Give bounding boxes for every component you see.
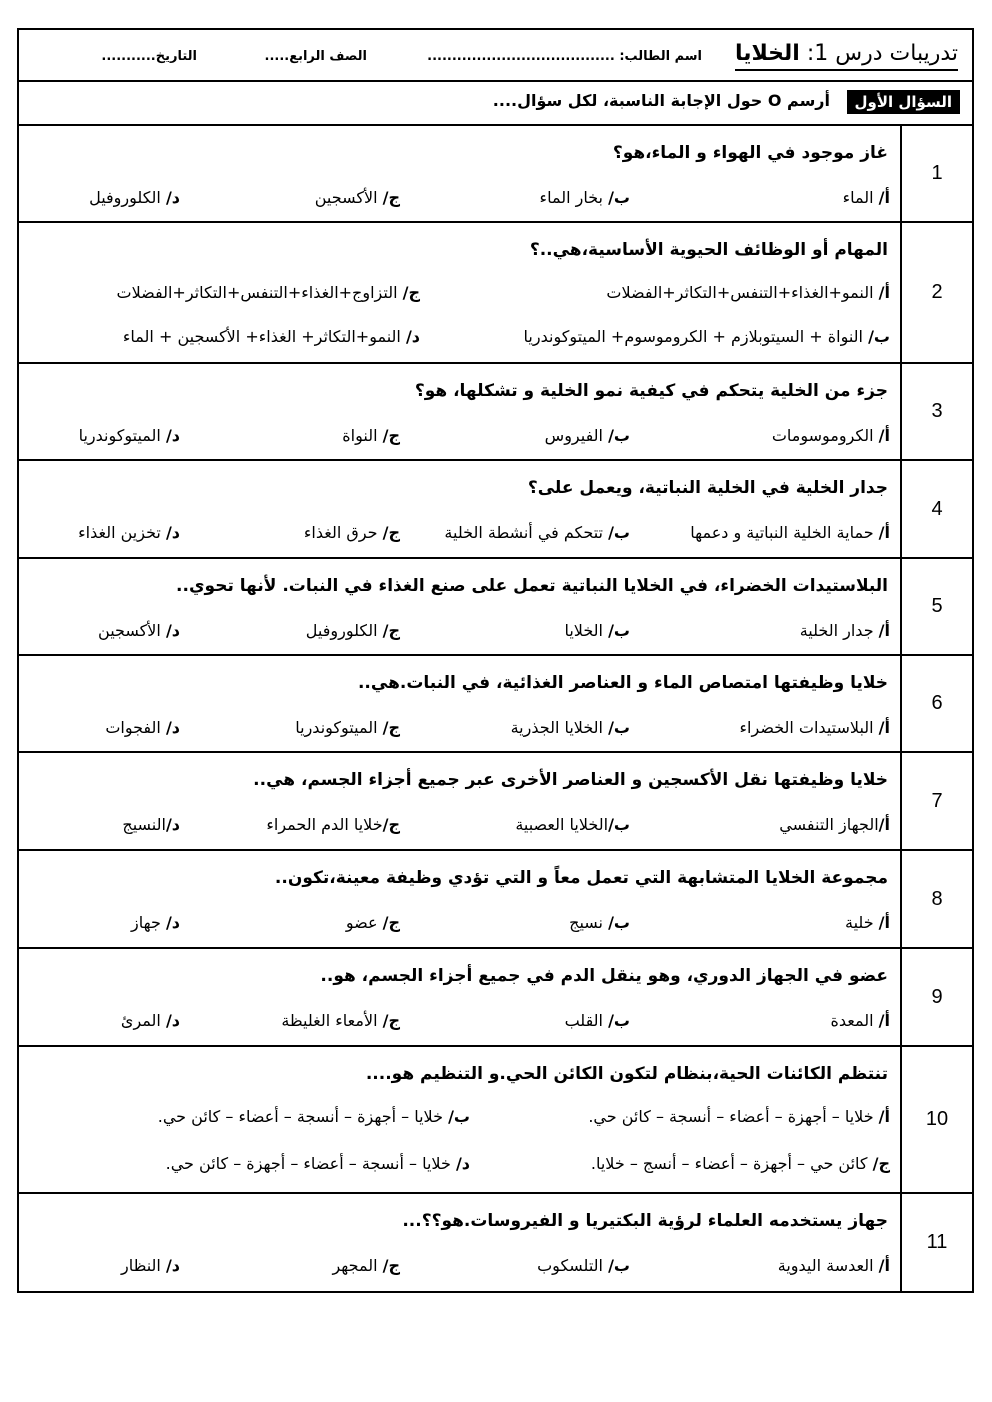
answer-option[interactable] bbox=[266, 815, 400, 834]
option-letter: أ/ bbox=[878, 718, 890, 737]
question-text: خلايا وظيفتها نقل الأكسجين و العناصر الأخرى عبر جميع أجزاء الجسم، هي.. bbox=[253, 770, 888, 790]
option-text: البلاستيدات الخضراء bbox=[739, 718, 879, 737]
option-text: النواة bbox=[342, 426, 383, 445]
answer-option[interactable] bbox=[444, 523, 630, 542]
answer-option[interactable] bbox=[524, 327, 890, 346]
option-text: النمو+التكاثر+ الغذاء+ الأكسجين + الماء bbox=[122, 327, 406, 346]
question-row bbox=[19, 1047, 972, 1194]
grade-field: الصف الرابع..... bbox=[264, 49, 367, 64]
question-number: 7 bbox=[900, 753, 972, 849]
option-text: حماية الخلية النباتية و دعمها bbox=[690, 523, 879, 542]
option-text: كائن حي – أجهزة – أعضاء – أنسج – خلايا. bbox=[590, 1154, 873, 1173]
option-text: جهاز bbox=[130, 913, 166, 932]
option-letter: ب/ bbox=[608, 913, 630, 932]
option-text: الماء bbox=[842, 188, 879, 207]
option-text: الميتوكوندريا bbox=[295, 718, 383, 737]
question-number: 8 bbox=[900, 851, 972, 947]
option-text: النمو+الغذاء+التنفس+التكاثر+الفضلات bbox=[606, 283, 879, 302]
option-letter: د/ bbox=[165, 913, 180, 932]
option-text: الفيروس bbox=[544, 426, 609, 445]
answer-option[interactable] bbox=[158, 1107, 470, 1126]
option-letter: ج/ bbox=[382, 815, 400, 834]
answer-option[interactable] bbox=[295, 718, 400, 737]
question-row bbox=[19, 1194, 972, 1291]
question-text: مجموعة الخلايا المتشابهة التي تعمل معاً و التي تؤدي وظيفة معينة،تكون.. bbox=[274, 868, 888, 888]
option-text: النظار bbox=[120, 1256, 166, 1275]
answer-option[interactable] bbox=[565, 1011, 630, 1030]
option-letter: د/ bbox=[165, 621, 180, 640]
option-letter: ب/ bbox=[608, 718, 630, 737]
question-body bbox=[19, 1194, 900, 1291]
question-body bbox=[19, 126, 900, 221]
answer-option[interactable] bbox=[121, 1011, 180, 1030]
answer-option[interactable] bbox=[690, 523, 890, 542]
question-body bbox=[19, 461, 900, 557]
option-text: خلايا – أنسجة – أعضاء – أجهزة – كائن حي. bbox=[165, 1154, 456, 1173]
section-badge: السؤال الأول bbox=[847, 90, 960, 114]
question-row bbox=[19, 126, 972, 223]
question-body bbox=[19, 1047, 900, 1192]
option-letter: أ/ bbox=[878, 1011, 890, 1030]
question-body bbox=[19, 949, 900, 1045]
title-prefix: تدريبات درس 1: bbox=[806, 41, 958, 66]
option-letter: د/ bbox=[405, 327, 420, 346]
option-text: الكلوروفيل bbox=[89, 188, 166, 207]
questions-table bbox=[19, 126, 972, 1291]
answer-option[interactable] bbox=[588, 1107, 890, 1126]
option-letter: د/ bbox=[455, 1154, 470, 1173]
option-letter: ج/ bbox=[872, 1154, 890, 1173]
option-text: حرق الغذاء bbox=[303, 523, 383, 542]
option-text: تخزين الغذاء bbox=[78, 523, 166, 542]
question-text: عضو في الجهاز الدوري، وهو ينقل الدم في جميع أجزاء الجسم، هو.. bbox=[320, 966, 888, 986]
option-text: الخلايا bbox=[564, 621, 609, 640]
answer-option[interactable] bbox=[515, 815, 630, 834]
answer-option[interactable] bbox=[606, 283, 890, 302]
option-letter: ج/ bbox=[382, 188, 400, 207]
answer-option[interactable] bbox=[306, 621, 400, 640]
student-name-field[interactable]: اسم الطالب: ...................................... bbox=[427, 49, 702, 64]
option-letter: د/ bbox=[165, 1256, 180, 1275]
answer-option[interactable] bbox=[540, 188, 630, 207]
option-letter: د/ bbox=[165, 426, 180, 445]
option-letter: ج/ bbox=[382, 1011, 400, 1030]
question-row bbox=[19, 656, 972, 753]
option-letter: ج/ bbox=[382, 523, 400, 542]
option-letter: ب/ bbox=[608, 815, 630, 834]
answer-option[interactable] bbox=[131, 913, 180, 932]
answer-option[interactable] bbox=[800, 621, 890, 640]
question-number: 11 bbox=[900, 1194, 972, 1291]
option-text: الكلوروفيل bbox=[305, 621, 383, 640]
option-text: الجهاز التنفسي bbox=[779, 815, 879, 834]
question-text: غاز موجود في الهواء و الماء،هو؟ bbox=[612, 143, 888, 163]
title-topic: الخلايا bbox=[734, 41, 800, 66]
option-text: خلايا – أجهزة – أعضاء – أنسجة – كائن حي. bbox=[588, 1107, 879, 1126]
option-letter: أ/ bbox=[878, 1107, 890, 1126]
option-text: الميتوكوندريا bbox=[78, 426, 166, 445]
answer-option[interactable] bbox=[772, 426, 890, 445]
option-letter: ب/ bbox=[608, 426, 630, 445]
answer-option[interactable] bbox=[342, 426, 400, 445]
answer-option[interactable] bbox=[117, 283, 420, 302]
question-row bbox=[19, 461, 972, 559]
answer-option[interactable] bbox=[123, 327, 420, 346]
option-letter: ج/ bbox=[382, 718, 400, 737]
option-letter: ب/ bbox=[448, 1107, 470, 1126]
question-row bbox=[19, 364, 972, 461]
question-row bbox=[19, 949, 972, 1047]
option-letter: ج/ bbox=[382, 426, 400, 445]
option-letter: أ/ bbox=[878, 426, 890, 445]
answer-option[interactable] bbox=[591, 1154, 890, 1173]
answer-option[interactable] bbox=[166, 1154, 470, 1173]
option-text: المعدة bbox=[830, 1011, 879, 1030]
question-row bbox=[19, 851, 972, 949]
question-body bbox=[19, 753, 900, 849]
answer-option[interactable] bbox=[537, 1256, 630, 1275]
option-text: الخلايا الجذرية bbox=[510, 718, 609, 737]
option-text: خلية bbox=[844, 913, 879, 932]
option-letter: أ/ bbox=[878, 815, 890, 834]
question-body bbox=[19, 851, 900, 947]
option-letter: ب/ bbox=[608, 523, 630, 542]
option-text: الفجوات bbox=[105, 718, 166, 737]
option-letter: أ/ bbox=[878, 188, 890, 207]
question-body bbox=[19, 223, 900, 362]
question-number: 4 bbox=[900, 461, 972, 557]
answer-option[interactable] bbox=[122, 815, 180, 834]
option-letter: أ/ bbox=[878, 1256, 890, 1275]
option-text: الأكسجين bbox=[98, 621, 166, 640]
option-letter: د/ bbox=[165, 1011, 180, 1030]
option-text: جدار الخلية bbox=[799, 621, 879, 640]
option-text: خلايا الدم الحمراء bbox=[266, 815, 383, 834]
instruction-text: أرسم O حول الإجابة الناسبة، لكل سؤال.... bbox=[492, 91, 830, 110]
question-text: جدار الخلية في الخلية النباتية، ويعمل على؟ bbox=[527, 478, 888, 498]
worksheet-title bbox=[735, 40, 958, 71]
answer-option[interactable] bbox=[779, 815, 890, 834]
question-body bbox=[19, 656, 900, 751]
option-letter: أ/ bbox=[878, 913, 890, 932]
worksheet-header bbox=[19, 30, 972, 82]
answer-option[interactable] bbox=[79, 426, 180, 445]
question-number: 5 bbox=[900, 559, 972, 654]
option-letter: ج/ bbox=[382, 913, 400, 932]
worksheet bbox=[17, 28, 974, 1293]
question-text: جهاز يستخدمه العلماء لرؤية البكتيريا و الفيروسات.هو؟؟... bbox=[402, 1211, 888, 1231]
option-text: النواة + السيتوبلازم + الكروموسوم+ الميتوكوندريا bbox=[523, 327, 869, 346]
question-text: تنتظم الكائنات الحية،بنظام لتكون الكائن الحي.و التنظيم هو.... bbox=[365, 1064, 888, 1084]
answer-option[interactable] bbox=[845, 913, 890, 932]
option-letter: أ/ bbox=[878, 621, 890, 640]
option-letter: أ/ bbox=[878, 283, 890, 302]
question-number: 6 bbox=[900, 656, 972, 751]
question-number: 9 bbox=[900, 949, 972, 1045]
answer-option[interactable] bbox=[843, 188, 890, 207]
question-row bbox=[19, 223, 972, 364]
option-text: الكروموسومات bbox=[771, 426, 879, 445]
question-body bbox=[19, 364, 900, 459]
option-text: العدسة اليدوية bbox=[777, 1256, 879, 1275]
answer-option[interactable] bbox=[315, 188, 400, 207]
option-letter: ب/ bbox=[608, 1011, 630, 1030]
option-letter: ج/ bbox=[402, 283, 420, 302]
answer-option[interactable] bbox=[564, 621, 630, 640]
option-text: عضو bbox=[345, 913, 383, 932]
question-number: 3 bbox=[900, 364, 972, 459]
answer-option[interactable] bbox=[831, 1011, 890, 1030]
option-text: تتحكم في أنشطة الخلية bbox=[444, 523, 609, 542]
answer-option[interactable] bbox=[569, 913, 630, 932]
question-number: 10 bbox=[900, 1047, 972, 1192]
question-number: 1 bbox=[900, 126, 972, 221]
option-text: الأمعاء الغليظة bbox=[281, 1011, 383, 1030]
option-text: بخار الماء bbox=[539, 188, 609, 207]
option-letter: ج/ bbox=[382, 621, 400, 640]
answer-option[interactable] bbox=[105, 718, 180, 737]
question-row bbox=[19, 753, 972, 851]
answer-option[interactable] bbox=[304, 523, 400, 542]
question-text: جزء من الخلية يتحكم في كيفية نمو الخلية و تشكلها، هو؟ bbox=[414, 381, 888, 401]
option-letter: د/ bbox=[165, 815, 180, 834]
option-letter: ج/ bbox=[382, 1256, 400, 1275]
answer-option[interactable] bbox=[332, 1256, 400, 1275]
question-body bbox=[19, 559, 900, 654]
answer-option[interactable] bbox=[121, 1256, 180, 1275]
option-text: التلسكوب bbox=[537, 1256, 609, 1275]
question-row bbox=[19, 559, 972, 656]
option-text: الخلايا العصبية bbox=[515, 815, 609, 834]
question-number: 2 bbox=[900, 223, 972, 362]
answer-option[interactable] bbox=[740, 718, 890, 737]
answer-option[interactable] bbox=[545, 426, 630, 445]
option-text: الأكسجين bbox=[314, 188, 383, 207]
answer-option[interactable] bbox=[78, 523, 180, 542]
answer-option[interactable] bbox=[778, 1256, 890, 1275]
question-text: المهام أو الوظائف الحيوية الأساسية،هي..؟ bbox=[529, 240, 888, 260]
answer-option[interactable] bbox=[89, 188, 180, 207]
option-letter: د/ bbox=[165, 718, 180, 737]
answer-option[interactable] bbox=[346, 913, 400, 932]
option-letter: ب/ bbox=[868, 327, 890, 346]
instruction-row bbox=[19, 82, 972, 126]
option-letter: أ/ bbox=[878, 523, 890, 542]
option-text: النسيج bbox=[122, 815, 166, 834]
question-text: خلايا وظيفتها امتصاص الماء و العناصر الغذائية، في النبات.هي.. bbox=[357, 673, 888, 693]
option-text: المرئ bbox=[120, 1011, 166, 1030]
answer-option[interactable] bbox=[98, 621, 180, 640]
option-letter: ب/ bbox=[608, 621, 630, 640]
option-letter: د/ bbox=[165, 523, 180, 542]
answer-option[interactable] bbox=[281, 1011, 400, 1030]
date-field[interactable]: التاريخ........... bbox=[101, 49, 197, 64]
option-letter: ب/ bbox=[608, 1256, 630, 1275]
answer-option[interactable] bbox=[511, 718, 630, 737]
option-letter: د/ bbox=[165, 188, 180, 207]
option-text: نسيج bbox=[569, 913, 609, 932]
option-text: التزاوج+الغذاء+التنفس+التكاثر+الفضلات bbox=[116, 283, 403, 302]
option-text: القلب bbox=[564, 1011, 609, 1030]
option-text: خلايا – أجهزة – أنسجة – أعضاء – كائن حي. bbox=[157, 1107, 449, 1126]
option-text: المجهر bbox=[332, 1256, 383, 1275]
option-letter: ب/ bbox=[608, 188, 630, 207]
question-text: البلاستيدات الخضراء، في الخلايا النباتية تعمل على صنع الغذاء في النبات. لأنها تحوي.. bbox=[176, 576, 888, 596]
